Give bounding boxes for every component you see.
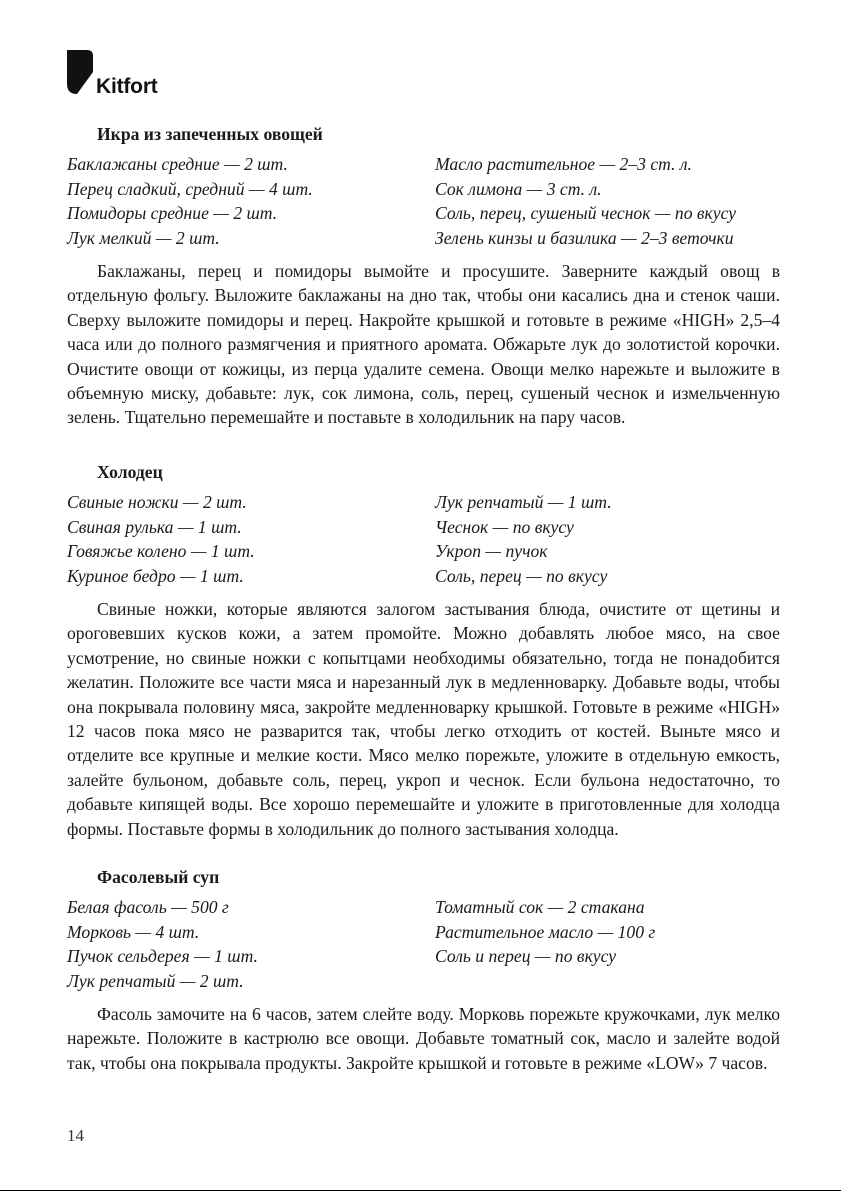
ingredient-item: Говяжье колено — 1 шт. (67, 541, 255, 562)
ingredient-item: Томатный сок — 2 стакана (435, 897, 645, 918)
ingredients-list (67, 152, 780, 250)
ingredient-item: Растительное масло — 100 г (435, 921, 656, 942)
page-content (67, 118, 780, 1075)
recipe-ikra (67, 122, 780, 430)
ingredient-item: Свиные ножки — 2 шт. (67, 492, 247, 513)
ingredient-item: Чеснок — по вкусу (435, 516, 574, 537)
ingredient-item: Баклажаны средние — 2 шт. (67, 154, 288, 175)
ingredient-item: Масло растительное — 2–3 ст. л. (435, 154, 692, 175)
ingredient-item: Соль и перец — по вкусу (435, 946, 617, 967)
ingredient-item: Укроп — пучок (435, 541, 548, 562)
ingredient-item: Свиная рулька — 1 шт. (67, 516, 242, 537)
ingredient-item: Лук репчатый — 2 шт. (67, 970, 244, 991)
brand-logo (67, 50, 197, 100)
page-bottom-divider (0, 1190, 841, 1191)
ingredient-item: Морковь — 4 шт. (67, 921, 200, 942)
recipe-title: Икра из запеченных овощей (97, 124, 323, 144)
ingredient-item: Зелень кинзы и базилика — 2–3 веточки (435, 227, 734, 248)
recipe-kholodets (67, 460, 780, 841)
ingredients-list (67, 490, 780, 588)
ingredient-item: Перец сладкий, средний — 4 шт. (67, 178, 313, 199)
ingredient-item: Пучок сельдерея — 1 шт. (67, 946, 258, 967)
page-number: 14 (67, 1126, 84, 1145)
ingredient-item: Белая фасоль — 500 г (67, 897, 229, 918)
ingredient-item: Соль, перец, сушеный чеснок — по вкусу (435, 203, 737, 224)
ingredients-right-column (435, 895, 780, 993)
recipe-bean-soup (67, 865, 780, 1075)
ingredients-left-column (67, 152, 435, 250)
ingredients-left-column (67, 895, 435, 993)
recipe-instructions: Фасоль замочите на 6 часов, затем слейте воду. Морковь порежьте кружочками, лук мелко нарежьте. Положите в кастрюлю все овощи. Добавьте томатный сок, масло и залейте водой так, чтобы она покрывала продукты. Закройте крышкой и готовьте в режиме «LOW» 7 часов. (67, 1004, 780, 1073)
brand-name: Kitfort (96, 75, 158, 98)
ingredient-item: Помидоры средние — 2 шт. (67, 203, 278, 224)
recipe-title: Холодец (97, 461, 163, 482)
recipe-instructions: Свиные ножки, которые являются залогом застывания блюда, очистите от щетины и ороговевших кусков кожи, а затем промойте. Можно добавлять любое мясо, на свое усмотрение, но свиные ножки с копытцами необходимы обязательно, тогда не понадобится желатин. Положите все части мяса и нарезанный лук в медленноварку. Добавьте воды, чтобы она покрывала половину мяса, закройте медленноварку крышкой. Готовьте в режиме «HIGH» 12 часов пока мясо не разварится так, чтобы легко отходить от костей. Выньте мясо и отделите все крупные и мелкие кости. Мясо мелко порежьте, уложите в отдельную емкость, залейте бульоном, добавьте соль, перец, укроп и чеснок. Если бульона недостаточно, то добавьте кипящей воды. Все хорошо перемешайте и уложите в приготовленные для холодца формы. Поставьте формы в холодильник до полного застывания холодца. (67, 598, 780, 839)
ingredients-right-column (435, 490, 780, 588)
ingredient-item: Лук мелкий — 2 шт. (67, 227, 220, 248)
ingredients-right-column (435, 152, 780, 250)
recipe-instructions: Баклажаны, перец и помидоры вымойте и просушите. Заверните каждый овощ в отдельную фольгу. Выложите баклажаны на дно так, чтобы они касались дна и стенок чаши. Сверху выложите помидоры и перец. Накройте крышкой и готовьте в режиме «HIGH» 2,5–4 часа или до полного размягчения и приятного аромата. Обжарьте лук до золотистой корочки. Очистите овощи от кожицы, из перца удалите семена. Овощи мелко нарежьте и выложите в объемную миску, добавьте: лук, сок лимона, соль, перец, сушеный чеснок и измельченную зелень. Тщательно перемешайте и поставьте в холодильник на пару часов. (67, 261, 780, 428)
kitfort-logo-icon (67, 50, 93, 94)
ingredient-item: Сок лимона — 3 ст. л. (435, 178, 602, 199)
ingredients-list (67, 895, 780, 993)
ingredient-item: Куриное бедро — 1 шт. (67, 565, 244, 586)
ingredients-left-column (67, 490, 435, 588)
recipe-title: Фасолевый суп (97, 866, 220, 887)
ingredient-item: Соль, перец — по вкусу (435, 565, 608, 586)
ingredient-item: Лук репчатый — 1 шт. (435, 492, 612, 513)
